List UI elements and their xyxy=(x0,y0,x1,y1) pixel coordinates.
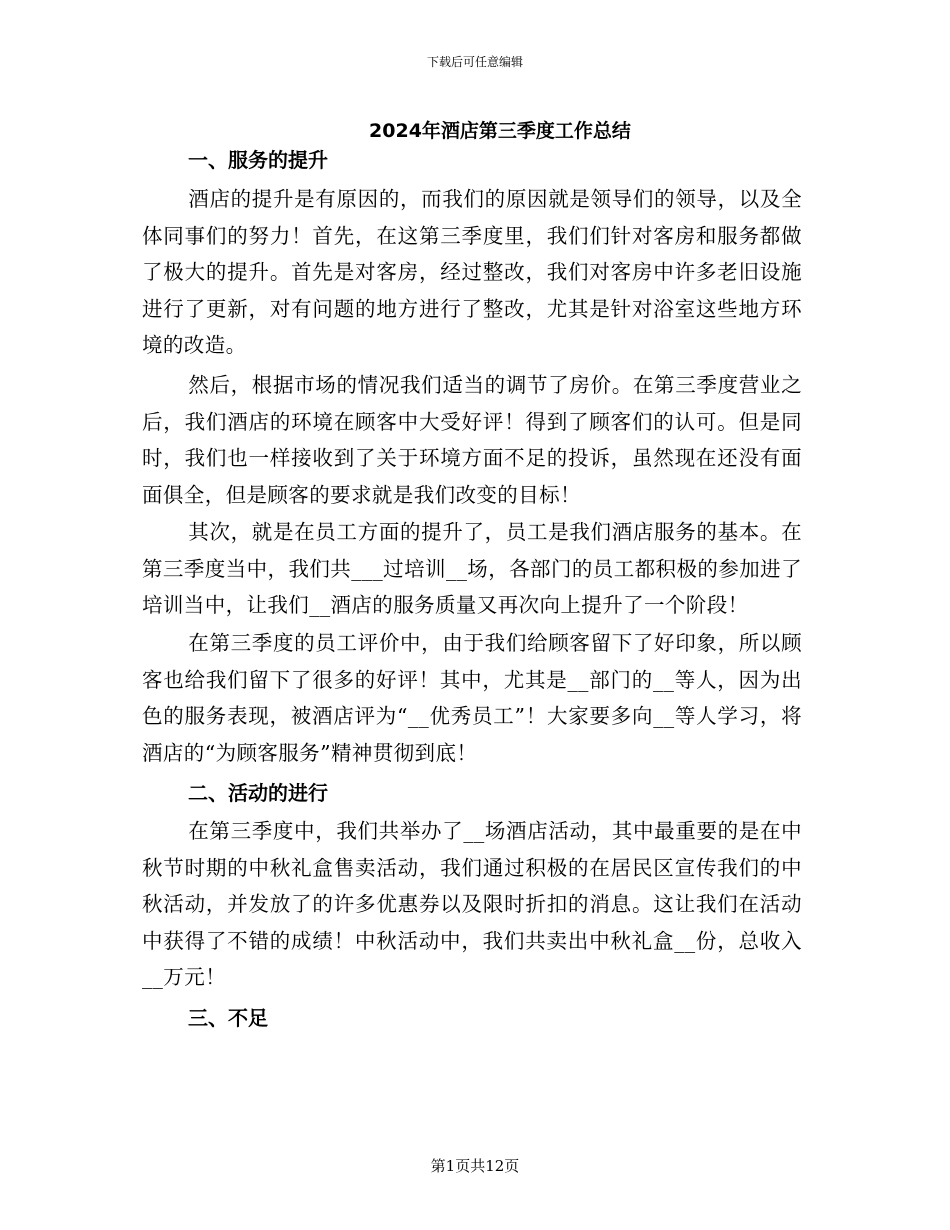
paragraph-text: 然后，根据市场的情况我们适当的调节了房价。在第三季度营业之后，我们酒店的环境在顾客中大受好评！得到了顾客们的认可。但是同时，我们也一样接收到了关于环境方面不足的投诉，虽然现在还没有面面俱全，但是顾客的要求就是我们改变的目标！ xyxy=(142,373,802,507)
paragraph-text: 在第三季度的员工评价中，由于我们给顾客留下了好印象，所以顾客也给我们留下了很多的好评！其中，尤其是__部门的__等人，因为出色的服务表现，被酒店评为“__优秀员工”！大家要多向__等人学习，将酒店的“为顾客服务”精神贯彻到底！ xyxy=(142,631,802,765)
paragraph xyxy=(142,813,802,996)
section-heading-service: 一、服务的提升 xyxy=(188,148,328,172)
header-note: 下载后可任意编辑 xyxy=(426,55,523,69)
paragraph xyxy=(142,625,802,771)
paragraph xyxy=(142,514,802,624)
document-title: 2024年酒店第三季度工作总结 xyxy=(369,120,631,142)
section-heading-shortcomings: 三、不足 xyxy=(188,1006,268,1030)
paragraph xyxy=(142,181,802,364)
paragraph-text: 在第三季度中，我们共举办了__场酒店活动，其中最重要的是在中秋节时期的中秋礼盒售卖活动，我们通过积极的在居民区宣传我们的中秋活动，并发放了的许多优惠券以及限时折扣的消息。这让我们在活动中获得了不错的成绩！中秋活动中，我们共卖出中秋礼盒__份，总收入__万元！ xyxy=(142,819,802,989)
paragraph xyxy=(142,367,802,513)
section-heading-activities: 二、活动的进行 xyxy=(188,781,328,805)
page-footer: 第1页共12页 xyxy=(430,1157,520,1175)
paragraph-text: 其次，就是在员工方面的提升了，员工是我们酒店服务的基本。在第三季度当中，我们共___过培训__场，各部门的员工都积极的参加进了培训当中，让我们__酒店的服务质量又再次向上提升了一个阶段！ xyxy=(142,520,802,617)
paragraph-text: 酒店的提升是有原因的，而我们的原因就是领导们的领导，以及全体同事们的努力！首先，在这第三季度里，我们们针对客房和服务都做了极大的提升。首先是对客房，经过整改，我们对客房中许多老旧设施进行了更新，对有问题的地方进行了整改，尤其是针对浴室这些地方环境的改造。 xyxy=(142,187,802,357)
